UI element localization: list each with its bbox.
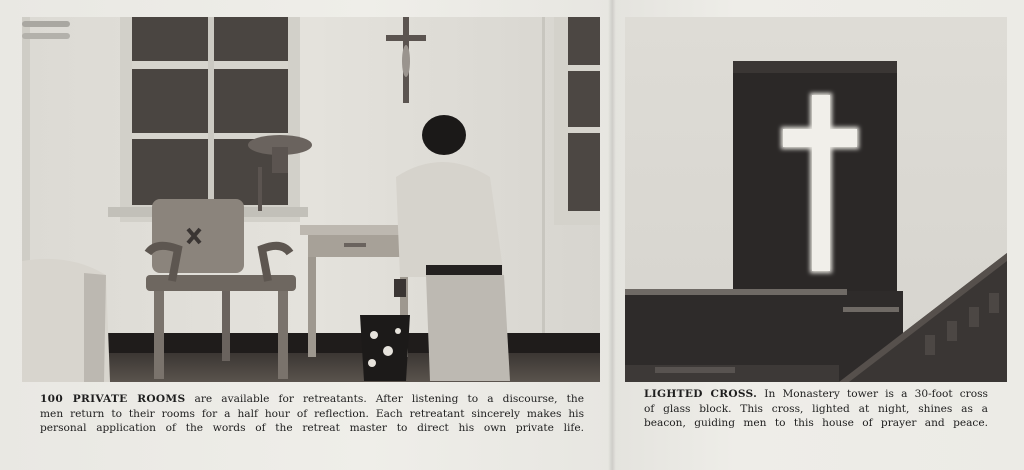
caption-lead: 100 PRIVATE ROOMS xyxy=(40,393,186,405)
caption-line: men return to their rooms for a half hour of reflection. Each retreatant sincerely makes his xyxy=(40,407,584,420)
caption-line: beacon, guiding men to this house of prayer and peace. xyxy=(644,417,988,430)
lighted-cross-photo xyxy=(625,17,1007,382)
caption-lead: LIGHTED CROSS. xyxy=(644,388,758,400)
caption-line xyxy=(644,387,988,402)
caption-line: of glass block. This cross, lighted at night, shines as a xyxy=(644,402,988,415)
private-rooms-caption xyxy=(40,392,584,436)
page-fold xyxy=(608,0,616,470)
caption-text: In Monastery tower is a 30-foot cross xyxy=(757,388,988,400)
private-room-photo xyxy=(22,17,600,382)
caption-line xyxy=(40,392,584,407)
caption-text: are available for retreatants. After listening to a discourse, the xyxy=(185,393,584,405)
caption-line: personal application of the words of the retreat master to direct his own private life. xyxy=(40,422,584,435)
lighted-cross-caption xyxy=(644,387,988,431)
